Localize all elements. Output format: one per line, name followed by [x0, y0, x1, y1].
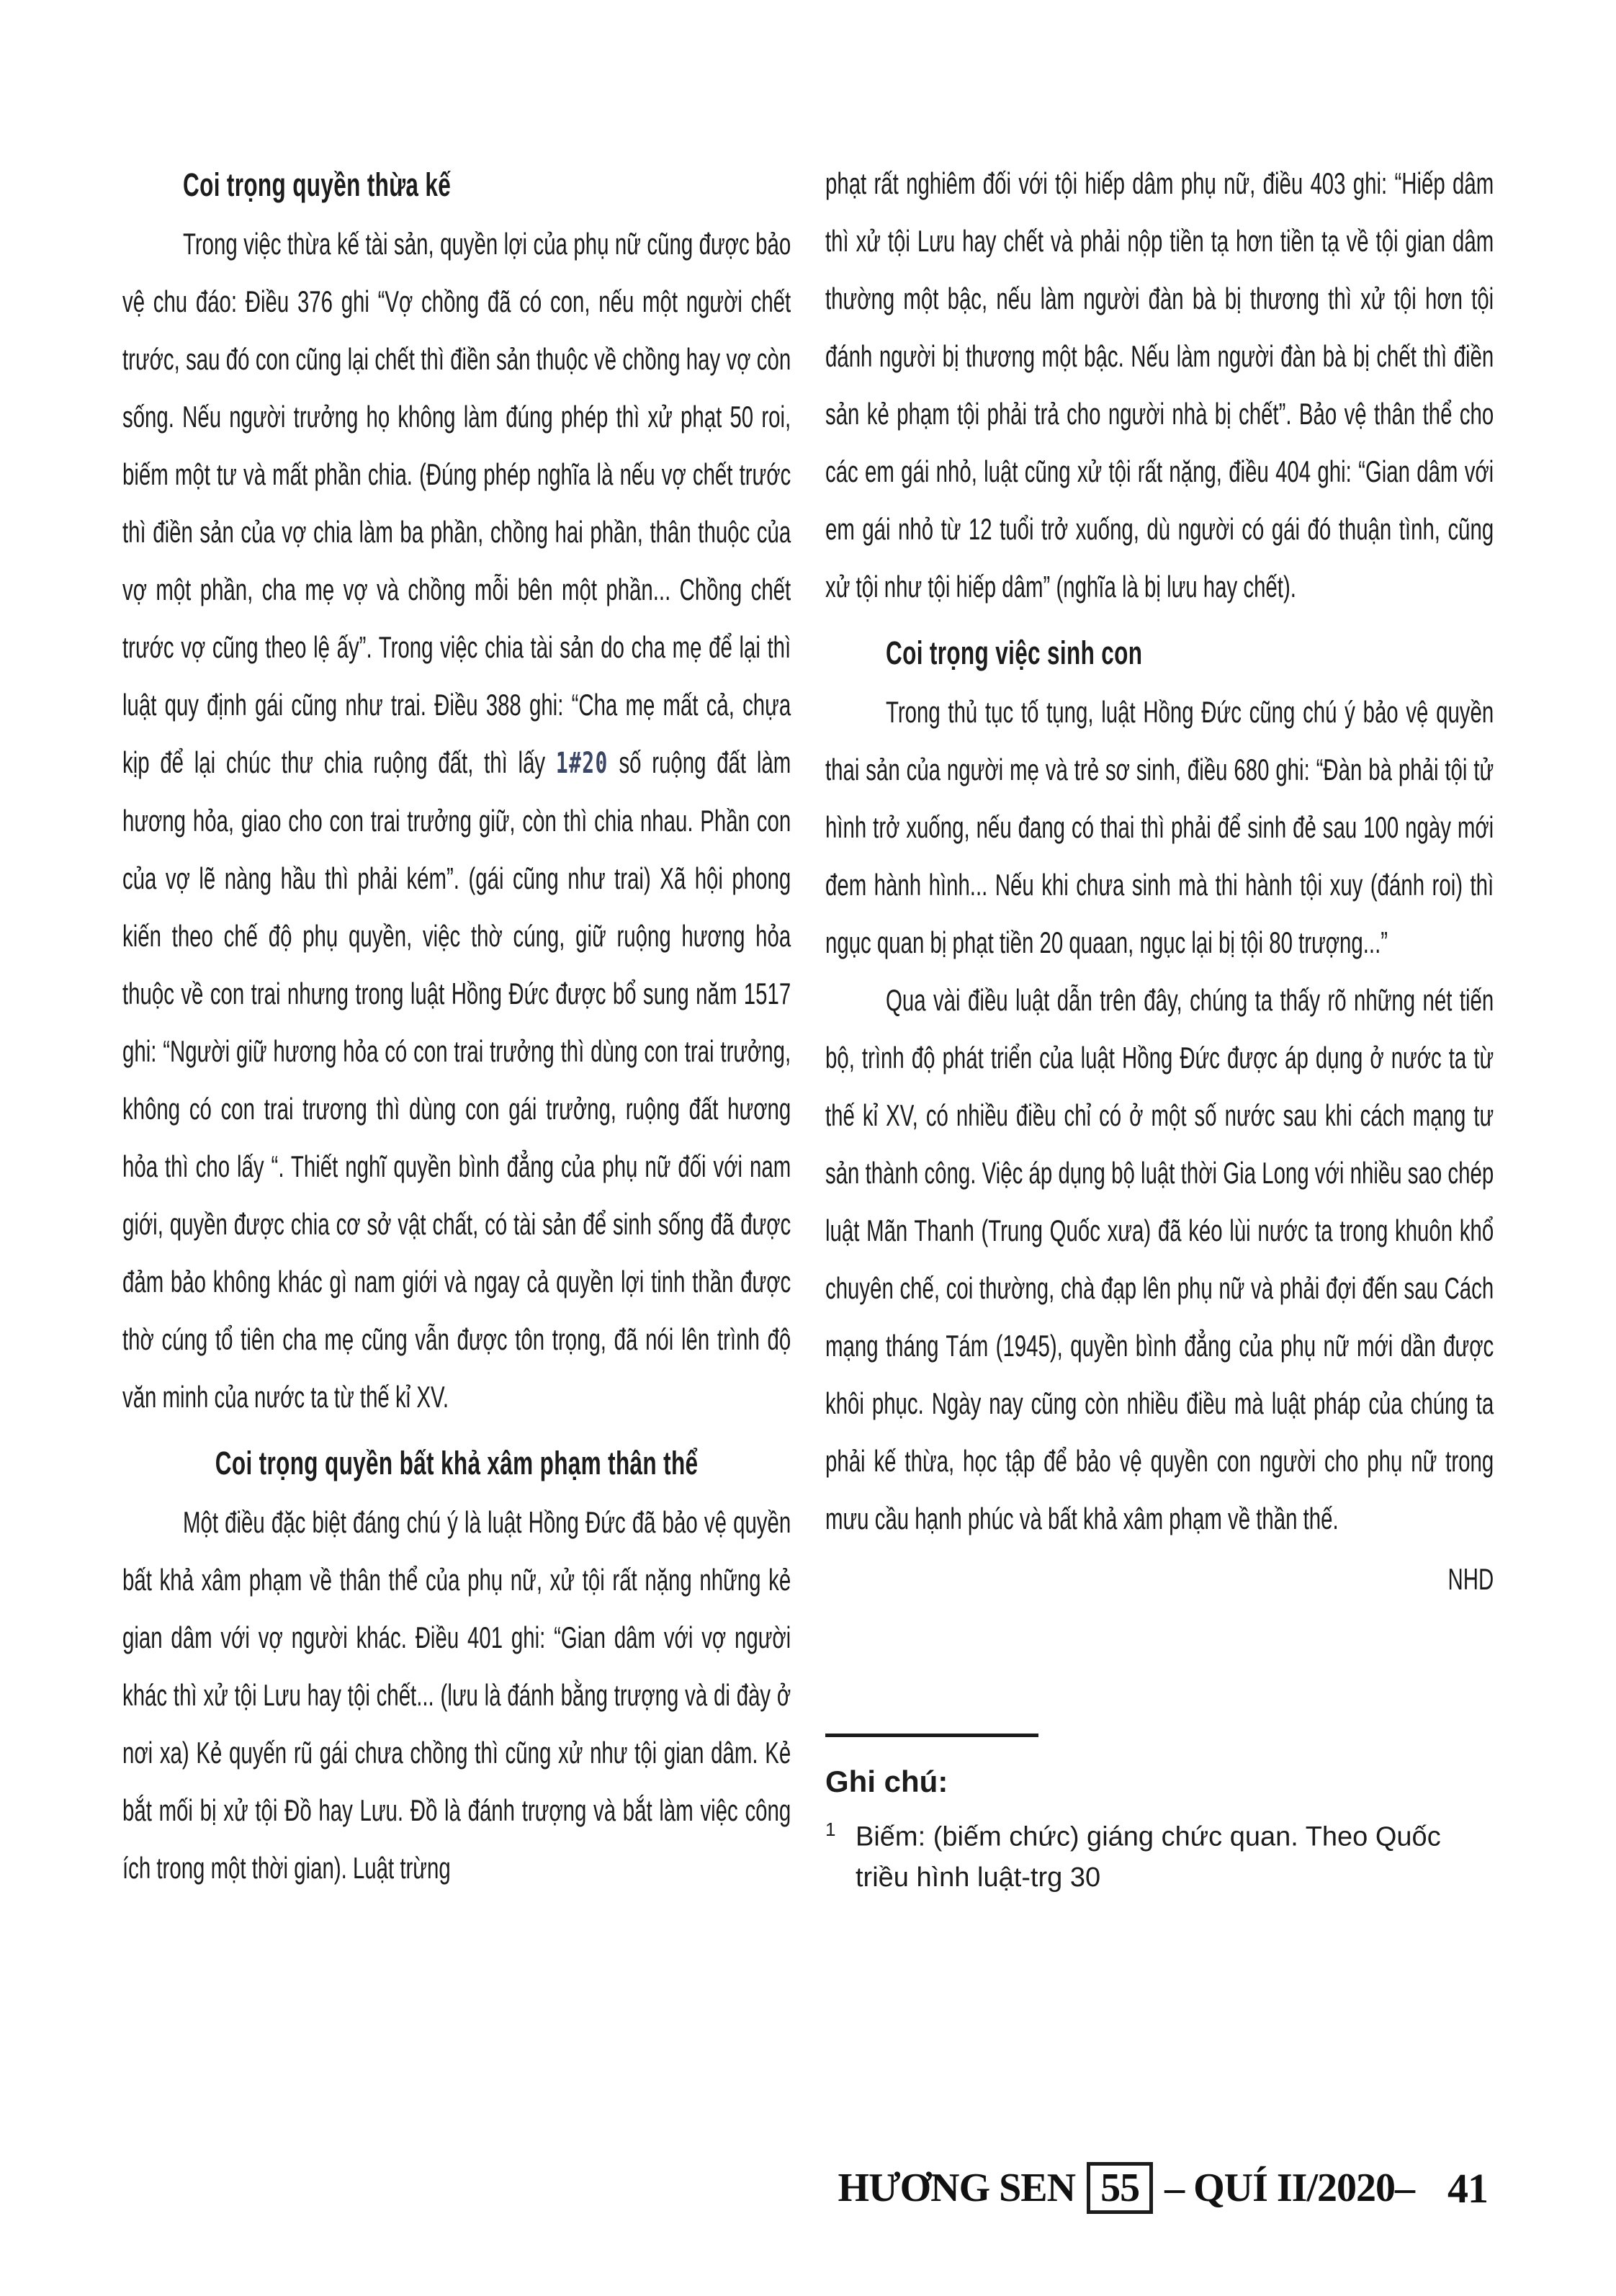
paragraph-body-integrity: Một điều đặc biệt đáng chú ý là luật Hồng Đức đã bảo vệ quyền bất khả xâm phạm về thân thể của phụ nữ, xử tội rất nặng những kẻ gian dâm với vợ người khác. Điều 401 ghi: “Gian dâm với vợ người khác thì xử tội Lưu hay tội chết... (lưu là đánh bằng trượng và di đày ở nơi xa) Kẻ quyến rũ gái chưa chồng thì cũng xử như tội gian dâm. Kẻ bắt mối bị xử tội Đồ hay Lưu. Đồ là đánh trượng và bắt làm việc công ích trong một thời gian). Luật trừng: [122, 1505, 791, 1885]
paragraph-text: Trong việc thừa kế tài sản, quyền lợi của phụ nữ cũng được bảo vệ chu đáo: Điều 376 ghi “Vợ chồng đã có con, nếu một người chết trước, sau đó con cũng lại chết thì điền sản thuộc về chồng hay vợ còn sống. Nếu người trưởng họ không làm đúng phép thì xử phạt 50 roi, biếm một tư và mất phần chia. (Đúng phép nghĩa là nếu vợ chết trước thì điền sản của vợ chia làm ba phần, chồng hai phần, thân thuộc của vợ một phần, cha mẹ vợ và chồng mỗi bên một phần... Chồng chết trước vợ cũng theo lệ ấy”. Trong việc chia tài sản do cha mẹ để lại thì luật quy định gái cũng như trai. Điều 388 ghi: “Cha mẹ mất cả, chựa kịp để lại chúc thư chia ruộng đất, thì lấy: [122, 227, 791, 779]
paragraph-text: số ruộng đất làm hương hỏa, giao cho con trai trưởng giữ, còn thì chia nhau. Phần con của vợ lẽ nàng hầu thì phải kém”. (gái cũng như trai) Xã hội phong kiến theo chế độ phụ quyền, việc thờ cúng, giữ ruộng hương hỏa thuộc về con trai nhưng trong luật Hồng Đức được bổ sung năm 1517 ghi: “Người giữ hương hỏa có con trai trưởng thì dùng con trai trưởng, không có con trai trương thì dùng con gái trưởng, ruộng đất hương hỏa thì cho lấy “. Thiết nghĩ quyền bình đẳng của phụ nữ đối với nam giới, quyền được chia cơ sở vật chất, có tài sản để sinh sống đã được đảm bảo không khác gì nam giới và ngay cả quyền lợi tinh thần được thờ cúng tổ tiên cha mẹ cũng vẫn được tôn trọng, đã nói lên trình độ văn minh của nước ta từ thế kỉ XV.: [122, 745, 791, 1414]
footnotes-heading: Ghi chú:: [825, 1764, 948, 1798]
paragraph-inheritance: [122, 215, 791, 1426]
author-byline: NHD: [1447, 1562, 1494, 1596]
paragraph-conclusion: Qua vài điều luật dẫn trên đây, chúng ta thấy rõ những nét tiến bộ, trình độ phát triển của luật Hồng Đức được áp dụng ở nước ta từ thế kỉ XV, có nhiều điều chỉ có ở một số nước sau khi cách mạng tư sản thành công. Việc áp dụng bộ luật thời Gia Long với nhiều sao chép luật Mãn Thanh (Trung Quốc xưa) đã kéo lùi nước ta trong khuôn khổ chuyên chế, coi thường, chà đạp lên phụ nữ và phải đợi đến sau Cách mạng tháng Tám (1945), quyền bình đẳng của phụ nữ mới dần được khôi phục. Ngày nay cũng còn nhiều điều mà luật pháp của chúng ta phải kế thừa, học tập để bảo vệ quyền con người cho phụ nữ trong mưu cầu hạnh phúc và bất khả xâm phạm về thần thế.: [825, 983, 1494, 1535]
page-number: 41: [1447, 2164, 1488, 2212]
section-heading-childbirth: Coi trọng việc sinh con: [886, 634, 1143, 671]
footnote-marker: 1: [825, 1819, 836, 1840]
issue-number-box: 55: [1087, 2162, 1153, 2214]
footnotes-section: [825, 1734, 1494, 1898]
footnote-text: Biếm: (biếm chức) giáng chức quan. Theo Quốc triều hình luật-trg 30: [856, 1821, 1441, 1893]
footnote-item: [825, 1809, 1494, 1898]
section-heading-body-integrity: Coi trọng quyền bất khả xâm phạm thân thể: [215, 1445, 699, 1481]
fraction-token: 1#20: [555, 747, 609, 780]
paragraph-continuation: phạt rất nghiêm đối với tội hiếp dâm phụ nữ, điều 403 ghi: “Hiếp dâm thì xử tội Lưu hay chết và phải nộp tiền tạ hơn tiền tạ về tội gian dâm thường một bậc, nếu làm người đàn bà bị thương thì xử tội hơn tội đánh người bị thương một bậc. Nếu làm người đàn bà bị chết thì điền sản kẻ phạm tội phải trả cho người nhà bị chết”. Bảo vệ thân thể cho các em gái nhỏ, luật cũng xử tội rất nặng, điều 404 ghi: “Gian dâm với em gái nhỏ từ 12 tuổi trở xuống, dù người có gái đó thuận tình, cũng xử tội như tội hiếp dâm” (nghĩa là bị lưu hay chết).: [825, 166, 1494, 604]
footnote-divider: [825, 1734, 1038, 1737]
page-footer: [838, 2162, 1488, 2214]
section-heading-inheritance: Coi trọng quyền thừa kế: [183, 166, 452, 203]
issue-period: – QUÍ II/2020–: [1164, 2166, 1414, 2210]
right-column: [825, 155, 1494, 1898]
magazine-title: HƯƠNG SEN: [838, 2166, 1076, 2210]
paragraph-childbirth: Trong thủ tục tố tụng, luật Hồng Đức cũng chú ý bảo vệ quyền thai sản của người mẹ và trẻ sơ sinh, điều 680 ghi: “Đàn bà phải tội tử hình trở xuống, nếu đang có thai thì phải để sinh đẻ sau 100 ngày mới đem hành hình... Nếu khi chưa sinh mà thi hành tội xuy (đánh roi) thì ngục quan bị phạt tiền 20 quaan, ngục lại bị tội 80 trượng...”: [825, 695, 1494, 959]
left-column: [122, 155, 791, 1897]
